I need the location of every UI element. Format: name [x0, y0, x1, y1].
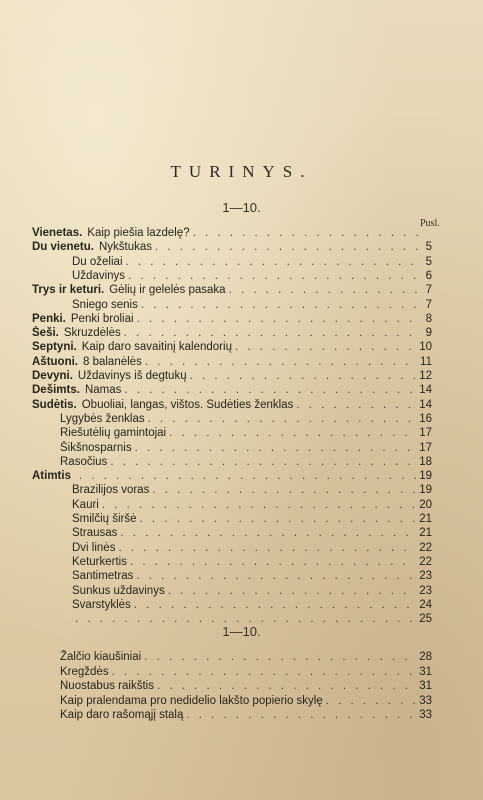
toc-entry-heading: Trys ir keturi.: [32, 284, 105, 296]
toc-entry-title: Keturkertis: [72, 556, 127, 568]
toc-page-number: 20: [419, 499, 432, 511]
dot-leader: [134, 598, 416, 612]
toc-entry: [60, 412, 432, 426]
toc-page-number: 9: [425, 327, 432, 339]
toc-page-number: 7: [425, 299, 432, 311]
toc-entry-title: Kregždės: [60, 666, 109, 678]
toc-page-number: 5: [425, 241, 432, 253]
toc-page-number: 17: [419, 442, 432, 454]
toc-page-number: 33: [419, 695, 432, 707]
toc-entry-title: Strausas: [72, 527, 118, 539]
dot-leader: [112, 665, 417, 679]
dot-leader: [186, 708, 416, 722]
dot-leader: [229, 283, 423, 297]
toc-entry: [60, 708, 432, 722]
toc-entry-title: Dvi linės: [72, 542, 116, 554]
dot-leader: [118, 541, 416, 555]
toc-entry-heading: Sudėtis.: [32, 399, 77, 411]
dot-leader: [235, 340, 416, 354]
toc-entry-heading: Penki.: [32, 313, 66, 325]
toc-entry-title: Kauri: [72, 499, 99, 511]
toc-entry: [72, 569, 432, 583]
dot-leader: [124, 383, 416, 397]
dot-leader: [130, 555, 416, 569]
toc-page-number: 10: [419, 341, 432, 353]
toc-entry: [32, 469, 432, 483]
dot-leader: [193, 226, 422, 240]
toc-entry: [60, 679, 432, 693]
toc-entry-title: Kaip daro savaitinį kalendorių: [81, 341, 232, 353]
toc-entry-title: Šikšnosparnis: [60, 442, 132, 454]
toc-page-number: 5: [425, 256, 432, 268]
toc-page-number: 17: [419, 427, 432, 439]
toc-entry: [72, 269, 432, 283]
dot-leader: [128, 269, 419, 283]
toc-entry-heading: Vienetas.: [32, 227, 83, 239]
toc-entry: [32, 355, 432, 369]
toc-entry: [60, 694, 432, 708]
toc-page-number: 31: [419, 680, 432, 692]
toc-entry: [32, 226, 432, 240]
toc-entry-title: Gėlių ir gelelės pasaka: [109, 284, 226, 296]
dot-leader: [135, 441, 417, 455]
page-title: TURINYS.: [170, 162, 313, 181]
toc-entry-title: Uždavinys iš degtukų: [77, 370, 187, 382]
dot-leader: [124, 326, 419, 340]
toc-entry: [32, 312, 432, 326]
toc-page-number: 31: [419, 666, 432, 678]
toc-page-number: 19: [419, 470, 432, 482]
toc-page-number: 21: [419, 527, 432, 539]
toc-entry: [32, 283, 432, 297]
toc-page-number: 25: [419, 613, 432, 625]
dot-leader: [102, 498, 416, 512]
toc-entry: [32, 326, 432, 340]
toc-page-number: 23: [419, 585, 432, 597]
toc-page-number: 14: [419, 384, 432, 396]
toc-entry-heading: Septyni.: [32, 341, 77, 353]
dot-leader: [148, 412, 417, 426]
dot-leader: [126, 255, 420, 269]
toc-page-number: 23: [419, 570, 432, 582]
toc-entry-title: Kaip piešia lazdelę?: [87, 227, 190, 239]
toc-page-number: 11: [420, 356, 432, 368]
toc-entry-title: Riešutėlių gamintojai: [60, 427, 167, 439]
toc-entry: [60, 455, 432, 469]
toc-entry-title: Santimetras: [72, 570, 134, 582]
toc-entry-title: Kaip pralendama pro nedidelio lakšto popierio skylę: [60, 695, 323, 707]
toc-page-number: 16: [419, 413, 432, 425]
toc-entry: [32, 369, 432, 383]
toc-page-number: 12: [419, 370, 432, 382]
toc-entry-title: Rasočius: [60, 456, 108, 468]
toc-entry: [32, 340, 432, 354]
toc-entry-heading: Atimtis: [32, 470, 71, 482]
dot-leader: [145, 355, 417, 369]
toc-entry-title: Sunkus uždavinys: [72, 585, 165, 597]
toc-entry: [72, 255, 432, 269]
toc-page-number: 14: [419, 399, 432, 411]
toc-entry-title: 8 balanėlės: [83, 356, 142, 368]
dot-leader: [120, 526, 416, 540]
dot-leader: [157, 679, 416, 693]
toc-entry-title: Žalčio kiaušiniai: [60, 651, 142, 663]
toc-page-number: 7: [425, 284, 432, 296]
toc-entry-title: Smilčių širšė: [72, 513, 137, 525]
toc-page-number: 22: [419, 556, 432, 568]
dot-leader: [169, 426, 416, 440]
toc-page-number: 8: [425, 313, 432, 325]
toc-entry-title: Du oželiai: [72, 256, 123, 268]
toc-entry: [32, 398, 432, 412]
toc-page-number: 21: [419, 513, 432, 525]
toc-entry-title: Lygybės ženklas: [60, 413, 145, 425]
toc-page-number: 22: [419, 542, 432, 554]
toc-entry-heading: Aštuoni.: [32, 356, 78, 368]
toc-entry: [72, 512, 432, 526]
dot-leader: [79, 469, 416, 483]
toc-page-number: 33: [419, 709, 432, 721]
dot-leader: [326, 694, 416, 708]
toc-entry-title: Svarstyklės: [72, 599, 131, 611]
dot-leader: [140, 512, 417, 526]
toc-entry: [72, 598, 432, 612]
toc-entry: [60, 441, 432, 455]
toc-entry-heading: Šeši.: [32, 327, 59, 339]
dot-leader: [136, 569, 416, 583]
dot-leader: [137, 312, 420, 326]
toc-entry: [72, 555, 432, 569]
toc-entry: [72, 541, 432, 555]
toc-entry: [32, 240, 432, 254]
dot-leader: [190, 369, 417, 383]
toc-page-number: 18: [419, 456, 432, 468]
toc-page-number: 6: [425, 270, 432, 282]
toc-entry-title: Nykštukas: [98, 241, 153, 253]
toc-page-number: 19: [419, 484, 432, 496]
toc-entry: [72, 483, 432, 497]
dot-leader: [75, 612, 416, 626]
toc-entry-title: Sniego senis: [72, 299, 138, 311]
toc-entry: [72, 298, 432, 312]
toc-entry-title: Nuostabus raikštis: [60, 680, 154, 692]
page-column-header: Pusl.: [420, 218, 440, 229]
dot-leader: [155, 240, 420, 254]
dot-leader: [141, 298, 420, 312]
toc-page-number: 28: [419, 651, 432, 663]
dot-leader: [296, 398, 416, 412]
toc-entry-title: Uždavinys: [72, 270, 126, 282]
toc-entry-heading: Devyni.: [32, 370, 73, 382]
toc-entry: [72, 526, 432, 540]
dot-leader: [152, 483, 416, 497]
section-range-2: 1—10.: [222, 624, 261, 639]
toc-entry-title: Obuoliai, langas, vištos. Sudėties ženklas: [81, 399, 294, 411]
toc-entry: [72, 498, 432, 512]
toc-entry: [60, 665, 432, 679]
toc-entry-title: Namas: [84, 384, 122, 396]
toc-entry-title: Brazilijos voras: [72, 484, 150, 496]
section-range-1: 1—10.: [222, 200, 261, 215]
toc-page-number: 24: [419, 599, 432, 611]
toc-entry: [32, 383, 432, 397]
toc-entry-title: Kaip daro rašomąjį stalą: [60, 709, 184, 721]
toc-entry: [60, 650, 432, 664]
dot-leader: [168, 584, 417, 598]
toc-entry-heading: Du vienetu.: [32, 241, 94, 253]
toc-entry: [72, 584, 432, 598]
toc-entry-title: Skruzdėlės: [63, 327, 121, 339]
dot-leader: [144, 650, 416, 664]
toc-entry: [60, 426, 432, 440]
dot-leader: [110, 455, 416, 469]
toc-entry-title: Penki broliai: [70, 313, 134, 325]
toc-entry-heading: Dešimts.: [32, 384, 80, 396]
toc-entry: [72, 612, 432, 626]
